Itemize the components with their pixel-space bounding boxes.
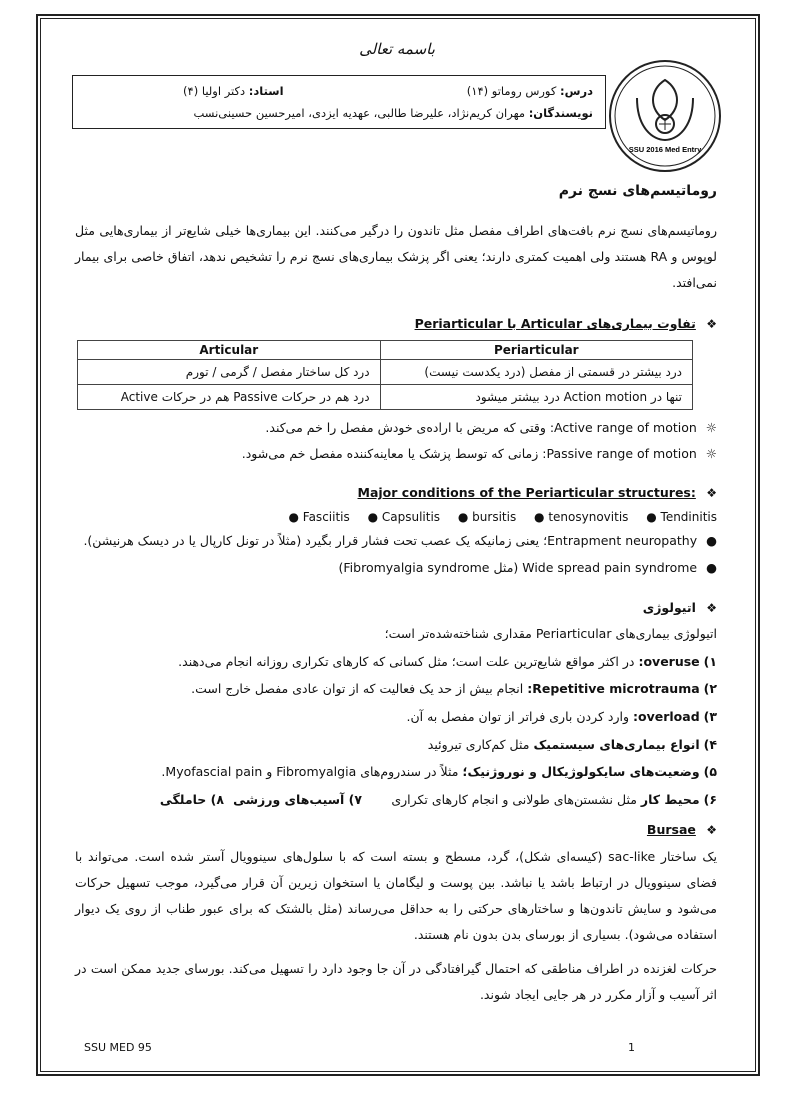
etiology-intro: اتیولوژی بیماری‌های Periarticular مقداری شناخته‌شده‌تر است؛ xyxy=(384,626,717,641)
footer-label: SSU MED 95 xyxy=(84,1041,152,1054)
page-number: 1 xyxy=(628,1041,635,1054)
diamond-bullet-icon: ❖ xyxy=(706,823,717,837)
item-text: انجام بیش از حد یک فعالیت که از توان عادی مفصل خارج است. xyxy=(191,681,528,696)
list-item: ۷) آسیب‌های ورزشی xyxy=(233,792,362,807)
item-number: ۴) xyxy=(703,737,717,752)
list-item: ● tenosynovitis xyxy=(534,510,629,524)
table-cell: تنها در Action motion درد بیشتر میشود xyxy=(380,385,692,410)
diamond-bullet-icon: ❖ xyxy=(706,486,717,500)
list-item xyxy=(406,709,717,724)
bullet-icon: ● xyxy=(706,533,717,548)
comparison-table xyxy=(77,340,693,410)
conditions-list xyxy=(274,510,717,524)
sun-bullet-icon: ☼ xyxy=(705,446,717,461)
list-item xyxy=(178,654,717,669)
section-diff-title: تفاوت بیماری‌های Articular با Periarticular xyxy=(414,316,696,331)
condition-label: Capsulitis xyxy=(381,510,441,524)
item-number: ۲) xyxy=(703,681,717,696)
item-number: ۱) xyxy=(703,654,717,669)
section-major-title: Major conditions of the Periarticular structures: xyxy=(357,485,696,500)
item-term: انواع بیماری‌های سیستمیک xyxy=(533,737,700,752)
section-etiology-heading xyxy=(643,600,717,615)
widespread-item xyxy=(339,560,718,575)
intro-paragraph: روماتیسم‌های نسج نرم بافت‌های اطراف مفصل مثل تاندون را درگیر می‌کنند. این بیماری‌ها خیلی شایع‌تر از بیماری‌هایی مثل لوپوس و RA هستند ولی اهمیت کمتری دارند؛ یعنی اگر پزشک بیماری‌های نسج نرم را تشخیص ندهد، اتفاق خاصی برای بیمار نمی‌افتد. xyxy=(75,223,717,290)
logo-text: SSU 2016 Med Entry xyxy=(628,145,702,154)
section-major-heading xyxy=(358,485,717,500)
diamond-bullet-icon: ❖ xyxy=(706,317,717,331)
bursae-paragraph-2: حرکات لغزنده در اطراف مناطقی که احتمال گیرافتادگی در آن جا وجود دارد را تسهیل می‌کند. بورسای جدید ممکن است در اثر آسیب و آزار مکرر در هر جایی ایجاد شوند. xyxy=(75,961,717,1002)
item-term: overload: xyxy=(633,709,700,724)
authors-row xyxy=(85,106,593,120)
teacher-value: دکتر اولیا (۴) xyxy=(183,84,246,98)
note-active-text: Active range of motion: وقتی که مریض با اراده‌ی خودش مفصل را خم می‌کند. xyxy=(265,420,697,435)
course-row xyxy=(85,84,593,98)
list-item xyxy=(428,737,717,752)
item-number: ۵) xyxy=(703,764,717,779)
item-text: مثل کم‌کاری تیروئید xyxy=(427,737,534,752)
condition-label: bursitis xyxy=(472,510,517,524)
item-text: مثلاً در سندروم‌های Fibromyalgia و Myofascial pain. xyxy=(161,764,463,779)
item-number: ۶) xyxy=(703,792,717,807)
table-row xyxy=(78,360,693,385)
table-cell: درد بیشتر در قسمتی از مفصل (درد یکدست نیست) xyxy=(380,360,692,385)
note-passive xyxy=(242,446,717,461)
widespread-text: Wide spread pain syndrome (مثل Fibromyalgia syndrome) xyxy=(338,560,698,575)
section-diff-heading xyxy=(415,316,717,331)
course-info-box xyxy=(72,75,606,129)
table-cell: درد کل ساختار مفصل / گرمی / تورم xyxy=(78,360,381,385)
note-active xyxy=(265,420,717,435)
condition-label: Tendinitis xyxy=(660,510,717,524)
teacher-label: استاد: xyxy=(248,84,284,98)
item-term: محیط کار xyxy=(640,792,700,807)
entrapment-text: Entrapment neuropathy؛ یعنی زمانیکه یک عصب تحت فشار قرار بگیرد (مثلاً در تونل کارپال یا در دیسک هرنیشن). xyxy=(83,533,698,548)
item-number: ۳) xyxy=(703,709,717,724)
bursae-paragraph-1: یک ساختار sac-like (کیسه‌ای شکل)، گرد، مسطح و بسته است که با سلول‌های سینوویال آستر شده است. می‌تواند با فضای سینوویال در ارتباط باشد یا نباشد. بین پوست و لیگامان یا استخوان زیرین آن قرار می‌گیرد، موجب تسهیل حرکات می‌شود و سایش تاندون‌ها و ساختارهای حرکتی را به حداقل می‌رساند (مثل بالشتک که برای عبور طناب از روی یک دیوار استفاده می‌شود). بسیاری از بورسای بدن بدون نام هستند. xyxy=(75,849,717,942)
item-text: در اکثر مواقع شایع‌ترین علت است؛ مثل کسانی که کارهای تکراری روزانه انجام می‌دهند. xyxy=(178,654,639,669)
university-logo xyxy=(607,58,723,174)
condition-label: tenosynovitis xyxy=(548,510,629,524)
sun-bullet-icon: ☼ xyxy=(705,420,717,435)
course-value: کورس روماتو (۱۴) xyxy=(466,84,557,98)
list-item: ● Capsulitis xyxy=(367,510,441,524)
list-item: ● Fasciitis xyxy=(288,510,350,524)
item-term: وضعیت‌های سایکولوژیکال و نوروژنیک؛ xyxy=(462,764,700,779)
course-label: درس: xyxy=(560,84,593,98)
item-text: وارد کردن باری فراتر از توان مفصل به آن. xyxy=(406,709,634,724)
list-item xyxy=(391,792,717,807)
table-header-row xyxy=(78,341,693,360)
table-cell: درد هم در حرکات Passive هم در حرکات Active xyxy=(78,385,381,410)
section-etiology-title: اتیولوژی xyxy=(642,600,696,615)
item-term: overuse: xyxy=(638,654,700,669)
table-row xyxy=(78,385,693,410)
teacher-row xyxy=(183,84,284,98)
col-periarticular-header: Periarticular xyxy=(380,341,692,360)
authors-value: مهران کریم‌نژاد، علیرضا طالبی، عهدیه ایزدی، امیرحسین حسینی‌نسب xyxy=(193,106,526,120)
list-item xyxy=(161,764,717,779)
condition-label: Fasciitis xyxy=(302,510,350,524)
list-item xyxy=(191,681,717,696)
section-bursae-heading xyxy=(647,822,717,837)
note-passive-text: Passive range of motion: زمانی که توسط پزشک یا معاینه‌کننده مفصل خم می‌شود. xyxy=(241,446,697,461)
list-item: ● Tendinitis xyxy=(646,510,717,524)
item-term: Repetitive microtrauma: xyxy=(527,681,700,696)
list-item: ۸) حاملگی xyxy=(159,792,224,807)
item-text: مثل نشستن‌های طولانی و انجام کارهای تکراری xyxy=(391,792,641,807)
authors-label: نویسندگان: xyxy=(528,106,593,120)
bismillah-heading: باسمه تعالی xyxy=(359,40,435,58)
diamond-bullet-icon: ❖ xyxy=(706,601,717,615)
col-articular-header: Articular xyxy=(78,341,381,360)
section-bursae-title: Bursae xyxy=(646,822,696,837)
entrapment-item xyxy=(83,533,717,548)
page-title: روماتیسم‌های نسج نرم xyxy=(558,183,717,199)
bullet-icon: ● xyxy=(706,560,717,575)
list-item: ● bursitis xyxy=(457,510,517,524)
